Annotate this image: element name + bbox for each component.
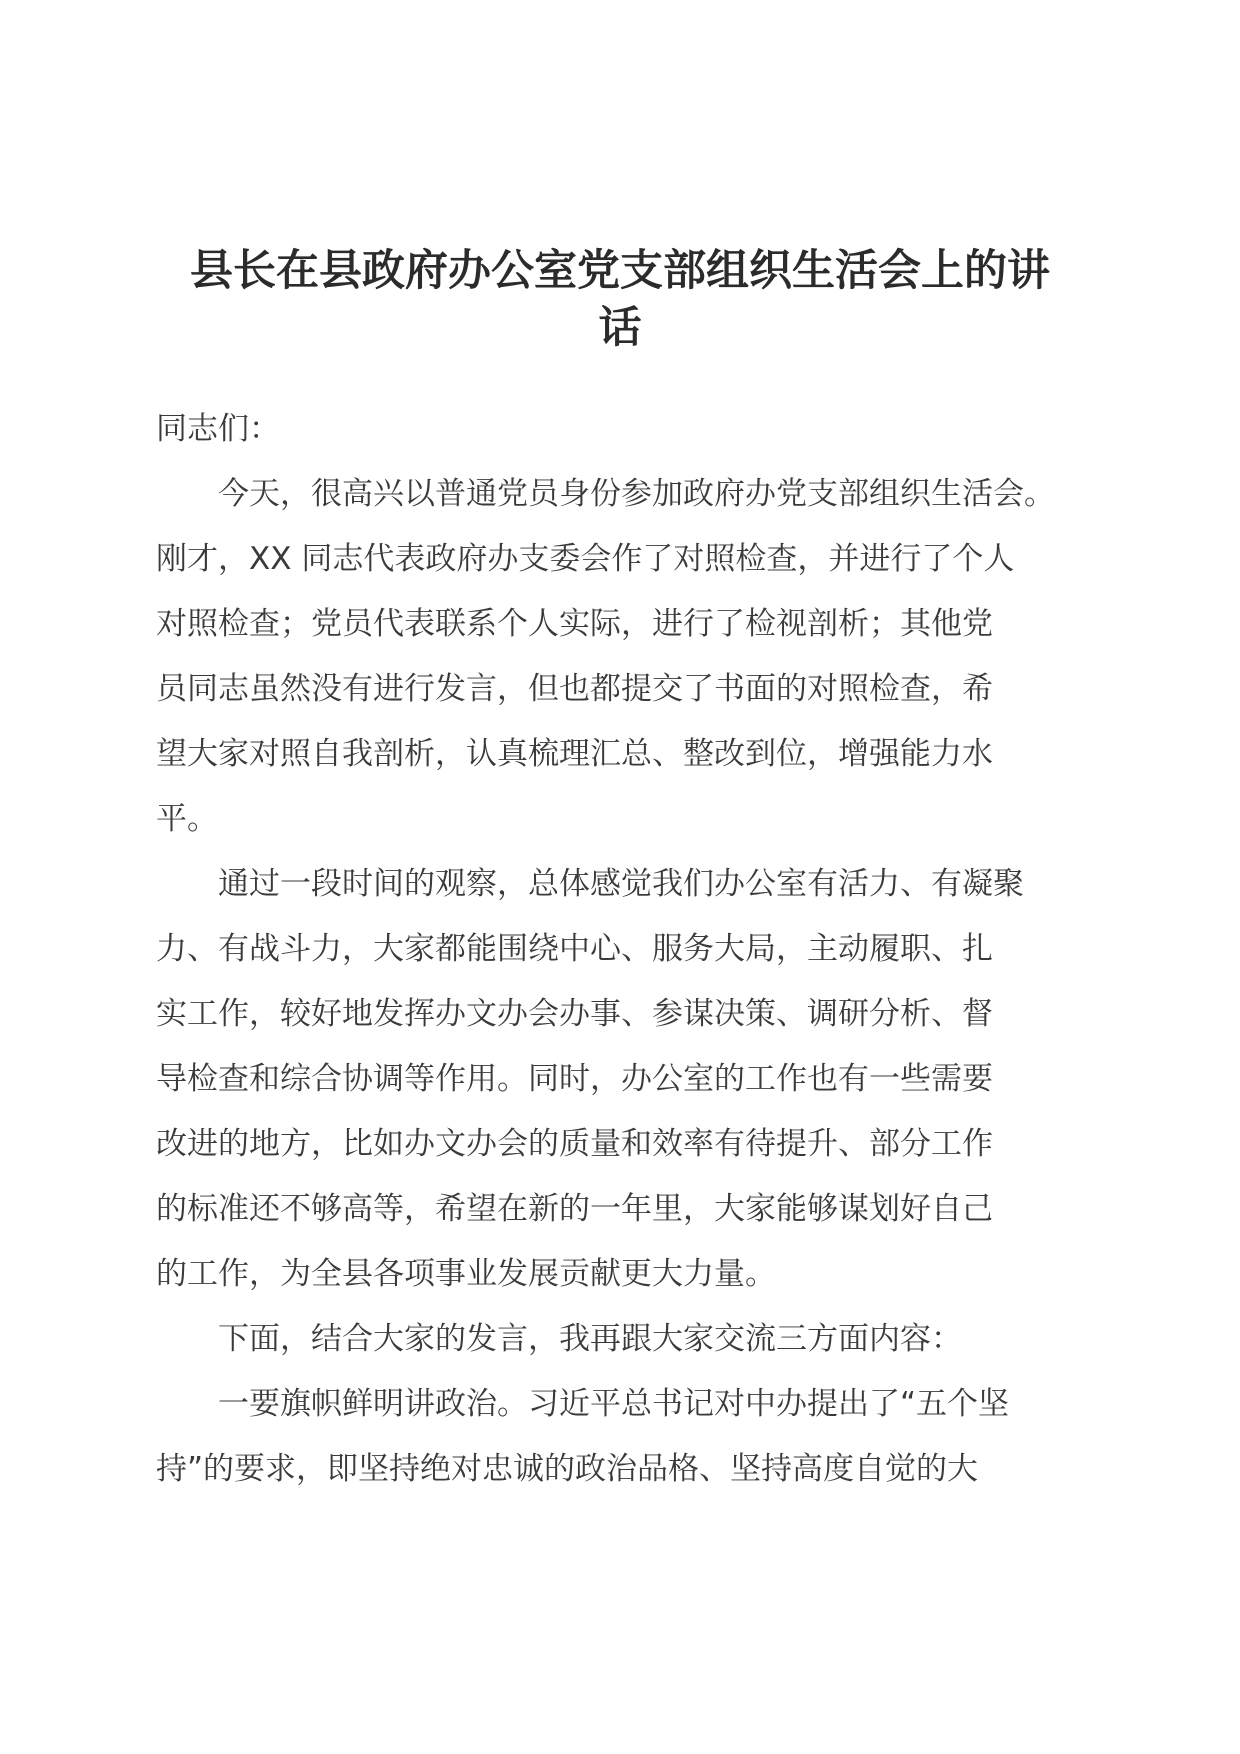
paragraph-line: 的标准还不够高等，希望在新的一年里，大家能够谋划好自己 bbox=[156, 1191, 993, 1227]
paragraph-line: 力、有战斗力，大家都能围绕中心、服务大局，主动履职、扎 bbox=[156, 931, 993, 967]
paragraph-line: 望大家对照自我剖析，认真梳理汇总、整改到位，增强能力水 bbox=[156, 736, 993, 772]
title-line-1: 县长在县政府办公室党支部组织生活会上的讲 bbox=[190, 246, 1050, 296]
paragraph-2 bbox=[156, 852, 1106, 1307]
paragraph-line: 对照检查；党员代表联系个人实际，进行了检视剖析；其他党 bbox=[156, 606, 993, 642]
paragraph-1 bbox=[156, 462, 1106, 852]
paragraph-line: 持”的要求，即坚持绝对忠诚的政治品格、坚持高度自觉的大 bbox=[156, 1451, 979, 1487]
paragraph-line: 导检查和综合协调等作用。同时，办公室的工作也有一些需要 bbox=[156, 1061, 993, 1097]
paragraph-line: 实工作，较好地发挥办文办会办事、参谋决策、调研分析、督 bbox=[156, 996, 993, 1032]
paragraph-line: 员同志虽然没有进行发言，但也都提交了书面的对照检查，希 bbox=[156, 671, 993, 707]
title-line-2: 话 bbox=[598, 303, 642, 353]
paragraph-line: 平。 bbox=[156, 801, 218, 837]
document-body bbox=[156, 397, 1106, 1502]
salutation: 同志们： bbox=[156, 411, 280, 447]
paragraph-line: 通过一段时间的观察，总体感觉我们办公室有活力、有凝聚 bbox=[218, 866, 1024, 902]
paragraph-4 bbox=[156, 1372, 1106, 1502]
document-title bbox=[150, 243, 1090, 357]
paragraph-line: 下面，结合大家的发言，我再跟大家交流三方面内容： bbox=[218, 1321, 962, 1357]
paragraph-line: 的工作，为全县各项事业发展贡献更大力量。 bbox=[156, 1256, 776, 1292]
paragraph-line: 刚才，XX 同志代表政府办支委会作了对照检查，并进行了个人 bbox=[156, 541, 1015, 577]
paragraph-line: 今天，很高兴以普通党员身份参加政府办党支部组织生活会。 bbox=[218, 476, 1055, 512]
paragraph-line: 一要旗帜鲜明讲政治。习近平总书记对中办提出了“五个坚 bbox=[218, 1386, 1010, 1422]
paragraph-line: 改进的地方，比如办文办会的质量和效率有待提升、部分工作 bbox=[156, 1126, 993, 1162]
paragraph-3 bbox=[156, 1307, 1106, 1372]
